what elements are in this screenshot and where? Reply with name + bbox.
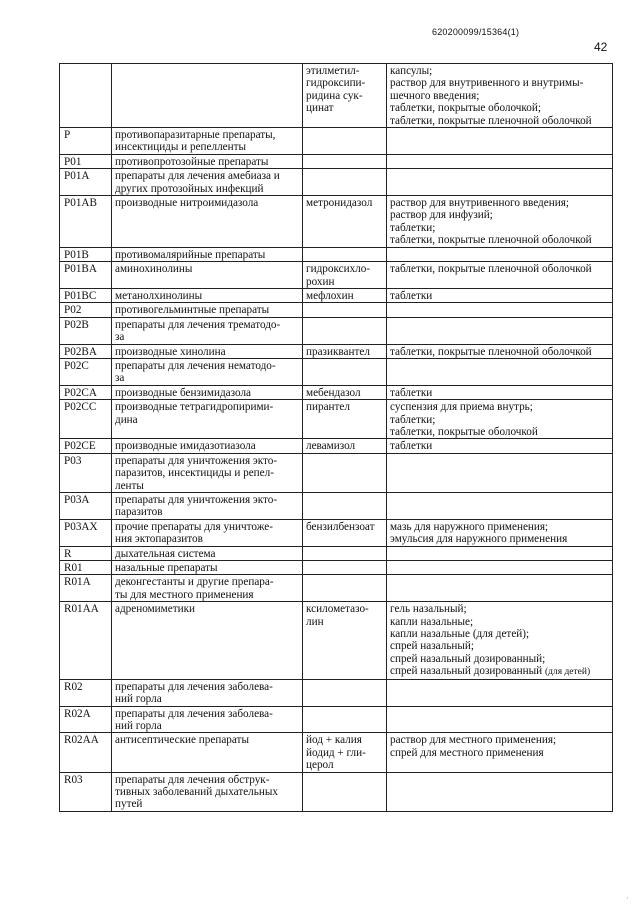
group-name-line: производные бензимидазола [115, 386, 251, 399]
drug-name-line: рохин [306, 275, 335, 288]
drug-name-line: цинат [306, 102, 334, 115]
group-name-line: назальные препараты [115, 562, 218, 575]
atc-code-line: R01AA [64, 603, 99, 616]
group-name-line: аминохинолины [115, 263, 193, 276]
dosage-forms-line: капсулы; [390, 65, 433, 77]
group-name-line [115, 65, 300, 77]
dosage-forms-line: таблетки, покрытые оболочкой; [390, 102, 541, 115]
atc-code-cell [60, 317, 112, 344]
group-name-line: за [115, 372, 125, 385]
atc-code-cell [60, 706, 112, 733]
group-name-line: тивных заболеваний дыхательных [115, 785, 278, 798]
drug-name-line [306, 548, 384, 560]
atc-code-cell [60, 772, 112, 811]
group-name-line: ний горла [115, 693, 162, 706]
group-name-cell [112, 493, 303, 520]
drug-name-cell [303, 154, 387, 168]
dosage-forms-cell [387, 439, 613, 453]
dosage-forms-line: мазь для наружного применения; [390, 520, 549, 533]
drug-name-cell [303, 128, 387, 155]
dosage-forms-line: спрей назальный дозированный; [390, 652, 546, 665]
dosage-forms-line [390, 774, 610, 786]
drug-name-cell [303, 439, 387, 453]
dosage-forms-cell [387, 519, 613, 546]
atc-code-line: R01A [64, 576, 91, 589]
dosage-forms-line: таблетки [390, 440, 433, 453]
atc-code-line: P03A [64, 494, 90, 506]
dosage-forms-line: суспензия для приема внутрь; [390, 401, 533, 414]
atc-code-cell [60, 575, 112, 602]
drug-name-line [306, 304, 384, 316]
group-name-cell [112, 733, 303, 772]
dosage-forms-line: раствор для внутривенного введения; [390, 197, 569, 210]
atc-code-line: P01BA [64, 263, 97, 276]
table-body [60, 64, 613, 812]
atc-code-line: R02A [64, 707, 91, 720]
dosage-forms-line: спрей для местного применения [390, 746, 544, 759]
group-name-line: противопаразитарные препараты, [115, 129, 276, 142]
drug-name-cell [303, 344, 387, 358]
atc-code-line: P01B [64, 248, 89, 261]
drug-name-cell [303, 519, 387, 546]
atc-code-line: P02CA [64, 386, 97, 399]
atc-code-cell [60, 344, 112, 358]
group-name-cell [112, 772, 303, 811]
drug-name-cell [303, 733, 387, 772]
dosage-forms-cell [387, 385, 613, 399]
dosage-forms-line: таблетки [390, 289, 433, 302]
group-name-cell [112, 679, 303, 706]
table-row [60, 344, 613, 358]
atc-code-cell [60, 154, 112, 168]
group-name-cell [112, 247, 303, 261]
dosage-forms-line [390, 156, 610, 168]
atc-code-cell [60, 288, 112, 302]
dosage-forms-line [390, 319, 610, 331]
drug-name-line: йод + калия [306, 734, 362, 747]
group-name-line: паразитов [115, 506, 163, 519]
drug-name-cell [303, 64, 387, 128]
drug-name-line: этилметил- [306, 65, 360, 77]
group-name-cell [112, 358, 303, 385]
drug-name-cell [303, 262, 387, 289]
table-row [60, 706, 613, 733]
atc-code-line: P01A [64, 170, 90, 183]
dosage-forms-cell [387, 453, 613, 492]
atc-code-cell [60, 262, 112, 289]
table-row [60, 679, 613, 706]
table-row [60, 400, 613, 439]
group-name-line: препараты для лечения нематодо- [115, 359, 276, 372]
drug-name-line [306, 494, 384, 506]
table-row [60, 385, 613, 399]
group-name-line: ленты [115, 479, 144, 492]
dosage-forms-cell [387, 358, 613, 385]
dosage-forms-line: эмульсия для наружного применения [390, 533, 568, 546]
drug-name-line [306, 249, 384, 261]
atc-code-cell [60, 453, 112, 492]
drug-name-cell [303, 400, 387, 439]
atc-code-cell [60, 128, 112, 155]
group-name-line: адреномиметики [115, 603, 195, 616]
table-row [60, 493, 613, 520]
drug-name-line [306, 681, 384, 693]
drug-name-line: мебендазол [306, 386, 361, 399]
table-row [60, 733, 613, 772]
atc-code-line: R01 [64, 562, 83, 575]
group-name-line: препараты для лечения заболева- [115, 680, 273, 693]
group-name-cell [112, 546, 303, 560]
group-name-cell [112, 262, 303, 289]
dosage-forms-cell [387, 602, 613, 679]
dosage-forms-line [390, 304, 610, 316]
dosage-forms-cell [387, 128, 613, 155]
drug-name-line: бензилбензоат [306, 520, 375, 533]
drug-name-cell [303, 303, 387, 317]
group-name-line: метанолхинолины [115, 289, 203, 302]
group-name-cell [112, 602, 303, 679]
atc-code-line: R03 [64, 773, 83, 786]
dosage-forms-cell [387, 546, 613, 560]
dosage-forms-cell [387, 772, 613, 811]
group-name-line: противомалярийные препараты [115, 248, 266, 261]
group-name-line: противопротозойные препараты [115, 155, 269, 168]
table-row [60, 303, 613, 317]
group-name-cell [112, 154, 303, 168]
dosage-forms-line: капли назальные; [390, 615, 474, 628]
atc-code-cell [60, 64, 112, 128]
drug-name-cell [303, 317, 387, 344]
group-name-cell [112, 519, 303, 546]
atc-code-cell [60, 679, 112, 706]
drug-name-line [306, 319, 384, 331]
drug-name-line [306, 576, 384, 588]
group-name-line: ния эктопаразитов [115, 533, 203, 546]
dosage-forms-line [390, 576, 610, 588]
dosage-forms-cell [387, 303, 613, 317]
drug-name-cell [303, 196, 387, 248]
atc-code-cell [60, 561, 112, 575]
group-name-line: за [115, 331, 125, 344]
atc-code-cell [60, 400, 112, 439]
dosage-forms-cell [387, 262, 613, 289]
atc-code-cell [60, 439, 112, 453]
drug-name-cell [303, 453, 387, 492]
table-row [60, 453, 613, 492]
drug-name-line [306, 562, 384, 574]
drug-name-line [306, 170, 384, 182]
group-name-cell [112, 344, 303, 358]
dosage-forms-cell [387, 169, 613, 196]
dosage-forms-line [390, 455, 610, 467]
drug-classification-table [59, 63, 613, 812]
group-name-line: прочие препараты для уничтоже- [115, 520, 273, 533]
dosage-forms-line: таблетки, покрытые оболочкой [390, 425, 538, 438]
group-name-cell [112, 575, 303, 602]
atc-code-line: P03AX [64, 520, 98, 533]
document-id: 620200099/15364(1) [432, 27, 520, 37]
group-name-line: производные имидазотиазола [115, 440, 256, 453]
drug-name-line: ридина сук- [306, 89, 363, 102]
group-name-line: препараты для уничтожения экто- [115, 494, 278, 506]
dosage-forms-line: таблетки, покрытые пленочной оболочкой [390, 345, 592, 358]
table-row [60, 64, 613, 128]
table-row [60, 772, 613, 811]
drug-name-cell [303, 247, 387, 261]
dosage-forms-line: таблетки; [390, 221, 436, 234]
table-row [60, 128, 613, 155]
drug-name-line: празиквантел [306, 345, 370, 358]
drug-name-cell [303, 706, 387, 733]
atc-code-cell [60, 358, 112, 385]
group-name-line: препараты для лечения обструк- [115, 773, 270, 786]
atc-code-cell [60, 733, 112, 772]
dosage-forms-line [390, 170, 610, 182]
dosage-forms-line: таблетки, покрытые пленочной оболочкой [390, 234, 592, 247]
group-name-line: путей [115, 798, 143, 811]
atc-code-cell [60, 546, 112, 560]
table-row [60, 519, 613, 546]
group-name-line: препараты для лечения трематодо- [115, 318, 281, 331]
table-row [60, 288, 613, 302]
group-name-line: производные нитроимидазола [115, 197, 259, 210]
group-name-cell [112, 453, 303, 492]
atc-code-cell [60, 303, 112, 317]
group-name-cell [112, 317, 303, 344]
atc-code-line: P01BC [64, 289, 97, 302]
atc-code-cell [60, 493, 112, 520]
atc-code-cell [60, 169, 112, 196]
drug-name-cell [303, 385, 387, 399]
drug-name-cell [303, 288, 387, 302]
dosage-forms-cell [387, 196, 613, 248]
table-row [60, 196, 613, 248]
scan-mark: · [626, 894, 629, 903]
table-row [60, 358, 613, 385]
dosage-note-small: (для детей) [544, 667, 591, 678]
dosage-forms-line [390, 249, 610, 261]
atc-code-line: P02CC [64, 401, 97, 414]
drug-name-line: пирантел [306, 401, 350, 414]
group-name-cell [112, 439, 303, 453]
group-name-cell [112, 288, 303, 302]
drug-name-line: метронидазол [306, 197, 373, 210]
group-name-cell [112, 385, 303, 399]
group-name-line: противогельминтные препараты [115, 304, 270, 317]
drug-name-cell [303, 358, 387, 385]
drug-name-line: церол [306, 759, 334, 772]
atc-code-line: P02 [64, 304, 82, 317]
drug-name-line [306, 156, 384, 168]
drug-name-line: лин [306, 615, 324, 628]
drug-name-line [306, 360, 384, 372]
dosage-forms-line: таблетки, покрытые пленочной оболочкой [390, 114, 592, 127]
group-name-cell [112, 303, 303, 317]
drug-name-cell [303, 772, 387, 811]
dosage-forms-line: спрей назальный дозированный (для детей) [390, 665, 591, 678]
atc-code-cell [60, 385, 112, 399]
atc-code-line: P02C [64, 359, 89, 372]
table-row [60, 262, 613, 289]
atc-code-line [64, 65, 109, 77]
group-name-cell [112, 196, 303, 248]
dosage-forms-cell [387, 561, 613, 575]
table-row [60, 169, 613, 196]
drug-name-cell [303, 561, 387, 575]
dosage-forms-line: спрей назальный; [390, 640, 475, 653]
dosage-forms-line: раствор для инфузий; [390, 209, 493, 222]
dosage-forms-line: таблетки; [390, 413, 436, 426]
dosage-forms-line [390, 494, 610, 506]
drug-name-line [306, 129, 384, 141]
page-number: 42 [594, 40, 608, 54]
table-row [60, 602, 613, 679]
atc-code-line: R02AA [64, 734, 99, 747]
drug-name-cell [303, 493, 387, 520]
dosage-forms-line [390, 360, 610, 372]
atc-code-line: P03 [64, 454, 82, 467]
drug-name-line [306, 455, 384, 467]
atc-code-line: R [64, 547, 72, 560]
atc-code-cell [60, 247, 112, 261]
drug-name-cell [303, 169, 387, 196]
dosage-forms-cell [387, 317, 613, 344]
dosage-forms-line [390, 129, 610, 141]
atc-code-cell [60, 602, 112, 679]
table-row [60, 247, 613, 261]
drug-name-line: левамизол [306, 440, 356, 453]
dosage-forms-cell [387, 575, 613, 602]
drug-name-line: ксилометазо- [306, 603, 369, 616]
drug-name-cell [303, 575, 387, 602]
group-name-cell [112, 128, 303, 155]
group-name-line: других протозойных инфекций [115, 182, 264, 195]
dosage-forms-cell [387, 288, 613, 302]
dosage-forms-cell [387, 247, 613, 261]
atc-code-line: P [64, 129, 71, 142]
group-name-line: антисептические препараты [115, 734, 249, 747]
group-name-cell [112, 400, 303, 439]
atc-code-line: P01 [64, 155, 82, 168]
atc-code-cell [60, 196, 112, 248]
drug-name-cell [303, 546, 387, 560]
atc-code-cell [60, 519, 112, 546]
table-row [60, 317, 613, 344]
group-name-line: препараты для лечения амебиаза и [115, 170, 280, 183]
dosage-forms-cell [387, 64, 613, 128]
drug-name-line: мефлохин [306, 289, 354, 302]
group-name-line: ты для местного применения [115, 588, 254, 601]
dosage-forms-cell [387, 344, 613, 358]
drug-name-line [306, 708, 384, 720]
group-name-cell [112, 561, 303, 575]
table-row [60, 439, 613, 453]
dosage-forms-line: шечного введения; [390, 89, 480, 102]
dosage-forms-line: раствор для внутривенного и внутримы- [390, 77, 584, 90]
group-name-line: производные хинолина [115, 345, 226, 358]
atc-code-line: P02BA [64, 345, 97, 358]
group-name-line: препараты для лечения заболева- [115, 707, 273, 720]
drug-name-line: йодид + гли- [306, 746, 366, 759]
dosage-forms-cell [387, 400, 613, 439]
dosage-forms-cell [387, 154, 613, 168]
table-row [60, 546, 613, 560]
group-name-line: дыхательная система [115, 547, 216, 560]
table-row [60, 561, 613, 575]
group-name-line: инсектициды и репелленты [115, 141, 247, 154]
drug-name-cell [303, 602, 387, 679]
atc-code-line: P01AB [64, 197, 97, 210]
table-row [60, 154, 613, 168]
group-name-cell [112, 64, 303, 128]
group-name-line: препараты для уничтожения экто- [115, 454, 278, 467]
drug-name-line [306, 774, 384, 786]
dosage-forms-cell [387, 493, 613, 520]
group-name-cell [112, 169, 303, 196]
group-name-line: паразитов, инсектициды и репел- [115, 467, 274, 480]
group-name-line: дина [115, 413, 138, 426]
dosage-forms-line: капли назальные (для детей); [390, 628, 530, 641]
atc-code-line: P02CE [64, 440, 96, 453]
dosage-forms-line [390, 548, 610, 560]
dosage-forms-cell [387, 706, 613, 733]
drug-name-line: гидроксипи- [306, 77, 366, 90]
dosage-forms-line [390, 562, 610, 574]
dosage-forms-line [390, 681, 610, 693]
dosage-forms-cell [387, 733, 613, 772]
group-name-cell [112, 706, 303, 733]
dosage-forms-line: таблетки, покрытые пленочной оболочкой [390, 263, 592, 276]
drug-name-line: гидроксихло- [306, 263, 371, 276]
dosage-forms-line [390, 708, 610, 720]
table-row [60, 575, 613, 602]
dosage-forms-line: раствор для местного применения; [390, 734, 557, 747]
group-name-line: производные тетрагидропирими- [115, 401, 274, 414]
dosage-forms-line: гель назальный; [390, 603, 467, 616]
group-name-line: деконгестанты и другие препара- [115, 576, 274, 589]
drug-name-cell [303, 679, 387, 706]
atc-code-line: P02B [64, 318, 89, 331]
atc-code-line: R02 [64, 680, 83, 693]
dosage-forms-cell [387, 679, 613, 706]
group-name-line: ний горла [115, 719, 162, 732]
dosage-forms-line: таблетки [390, 386, 433, 399]
